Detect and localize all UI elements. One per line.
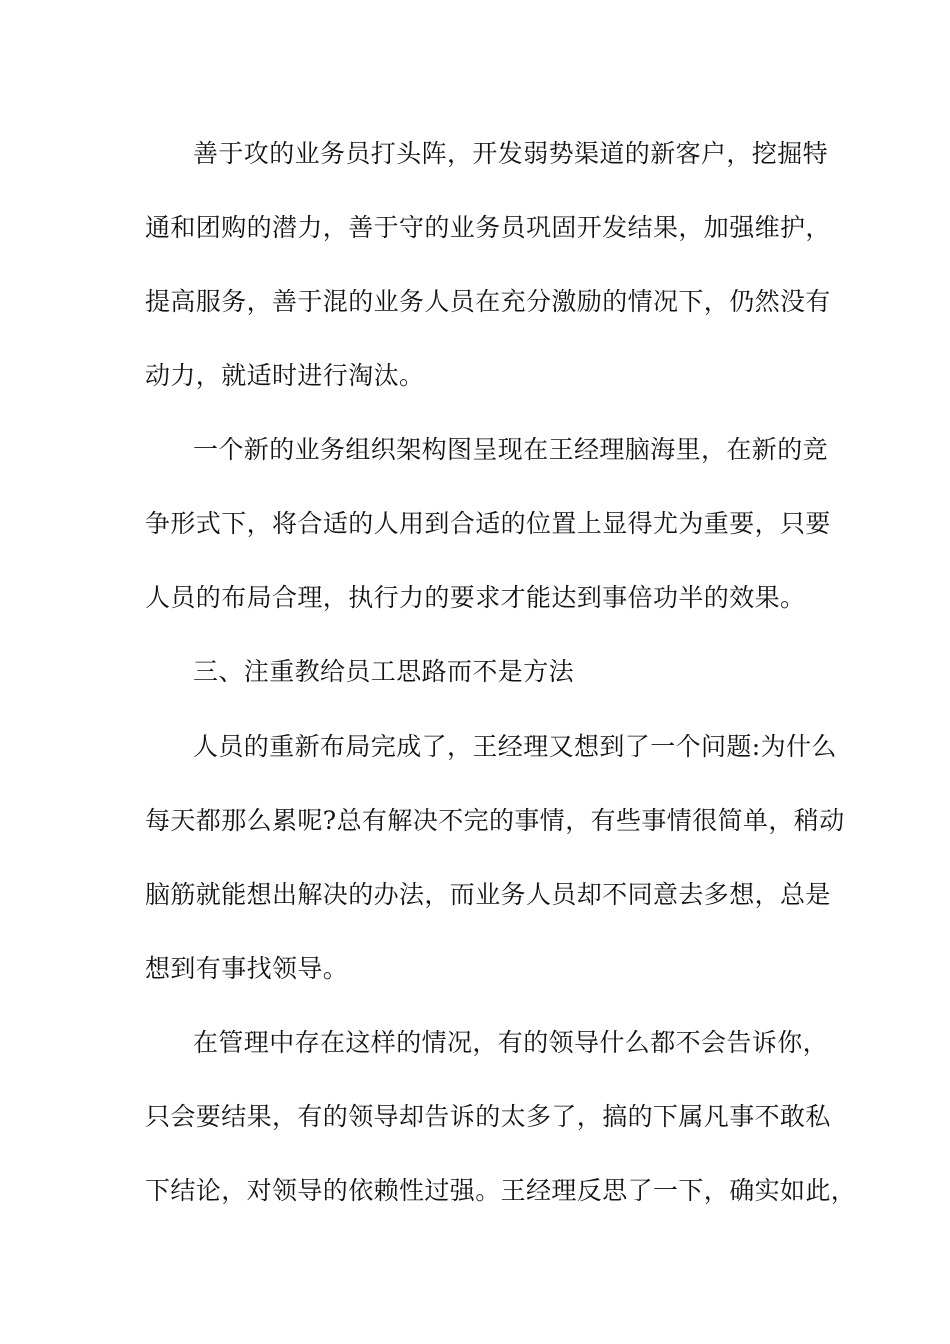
text-line: 想到有事找领导。 xyxy=(145,954,349,983)
section-heading: 三、注重教给员工思路而不是方法 xyxy=(193,657,575,686)
text-line: 提高服务，善于混的业务人员在充分激励的情况下，仍然没有 xyxy=(145,287,831,316)
text-line: 善于攻的业务员打头阵，开发弱势渠道的新客户，挖掘特 xyxy=(193,139,829,168)
text-line: 脑筋就能想出解决的办法，而业务人员却不同意去多想，总是 xyxy=(145,880,831,909)
text-line: 人员的布局合理，执行力的要求才能达到事倍功半的效果。 xyxy=(145,583,806,612)
text-line: 人员的重新布局完成了，王经理又想到了一个问题:为什么 xyxy=(193,732,837,761)
text-line: 一个新的业务组织架构图呈现在王经理脑海里，在新的竞 xyxy=(193,435,829,464)
text-line: 每天都那么累呢?总有解决不完的事情，有些事情很简单，稍动 xyxy=(145,806,845,835)
text-line: 下结论，对领导的依赖性过强。王经理反思了一下，确实如此， xyxy=(145,1176,857,1205)
text-line: 争形式下，将合适的人用到合适的位置上显得尤为重要，只要 xyxy=(145,509,831,538)
text-line: 通和团购的潜力，善于守的业务员巩固开发结果，加强维护， xyxy=(145,213,831,242)
text-line: 在管理中存在这样的情况，有的领导什么都不会告诉你， xyxy=(193,1028,829,1057)
text-line: 动力，就适时进行淘汰。 xyxy=(145,361,425,390)
text-line: 只会要结果，有的领导却告诉的太多了，搞的下属凡事不敢私 xyxy=(145,1102,831,1131)
